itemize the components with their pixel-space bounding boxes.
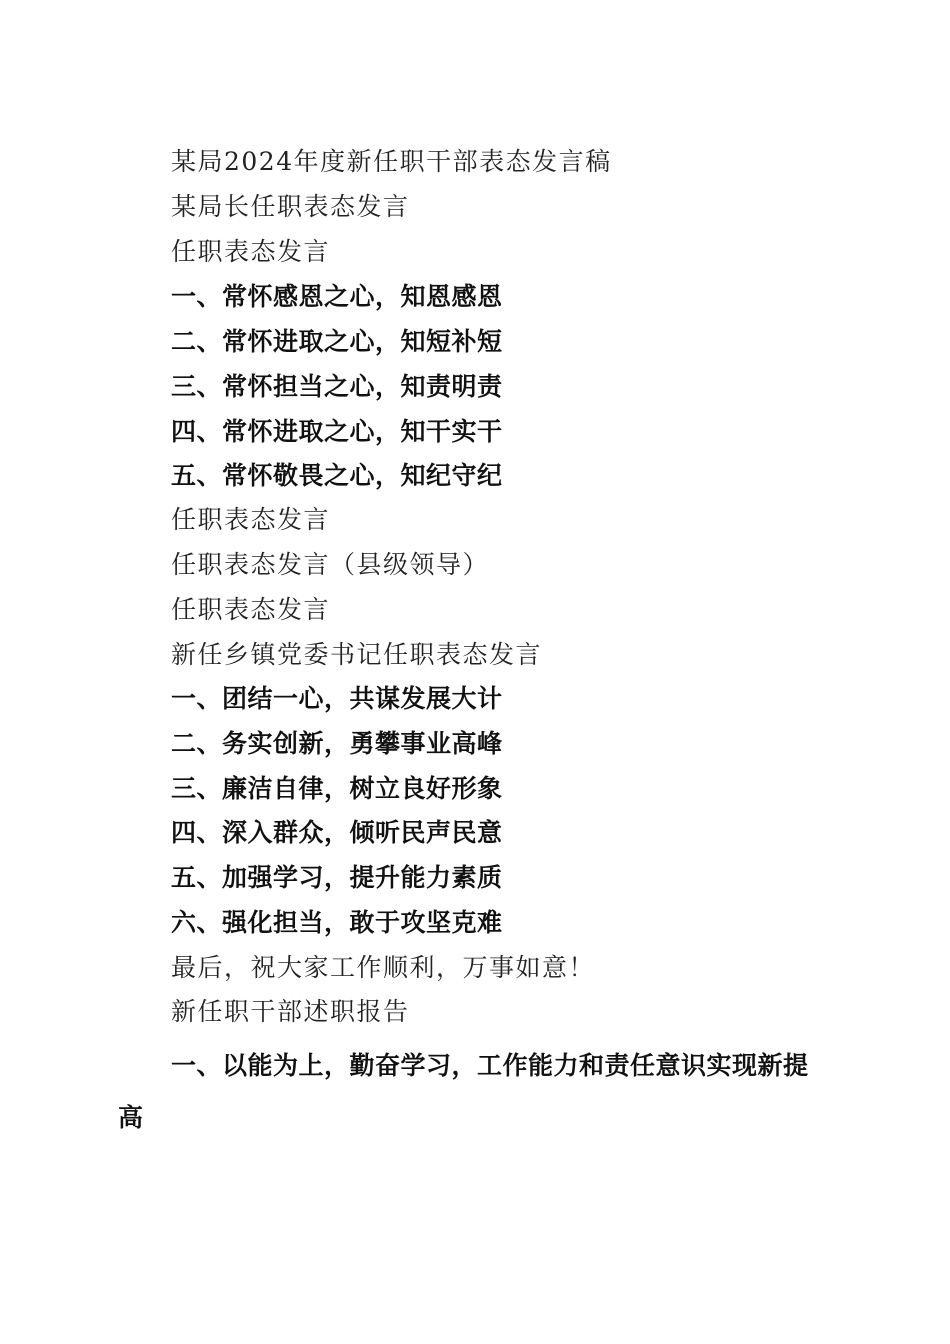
section-heading: 某局长任职表态发言: [171, 192, 410, 221]
section-heading: 任职表态发言（县级领导）: [171, 550, 490, 579]
outline-item: 二、务实创新，勇攀事业高峰: [171, 729, 503, 758]
section-heading: 任职表态发言: [171, 595, 331, 624]
section-heading: 任职表态发言: [171, 237, 331, 266]
section-heading: 新任职干部述职报告: [171, 997, 410, 1026]
outline-item: 一、团结一心，共谋发展大计: [171, 684, 503, 713]
outline-item: 六、强化担当，敢于攻坚克难: [171, 908, 503, 937]
outline-item: 二、常怀进取之心，知短补短: [171, 327, 503, 356]
doc-title: 某局2024年度新任职干部表态发言稿: [171, 147, 612, 176]
outline-item: 一、常怀感恩之心，知恩感恩: [171, 282, 503, 311]
closing-line: 最后，祝大家工作顺利，万事如意！: [171, 953, 596, 982]
outline-item: 四、深入群众，倾听民声民意: [171, 818, 503, 847]
outline-item: 五、加强学习，提升能力素质: [171, 863, 503, 892]
section-heading: 任职表态发言: [171, 505, 331, 534]
outline-item: 三、廉洁自律，树立良好形象: [171, 774, 503, 803]
outline-item: 四、常怀进取之心，知干实干: [171, 417, 503, 446]
body-paragraph: 一、以能为上，勤奋学习，工作能力和责任意识实现新提高: [118, 1051, 809, 1132]
section-heading: 新任乡镇党委书记任职表态发言: [171, 640, 543, 669]
outline-item: 三、常怀担当之心，知责明责: [171, 372, 503, 401]
outline-item: 五、常怀敬畏之心，知纪守纪: [171, 461, 503, 490]
